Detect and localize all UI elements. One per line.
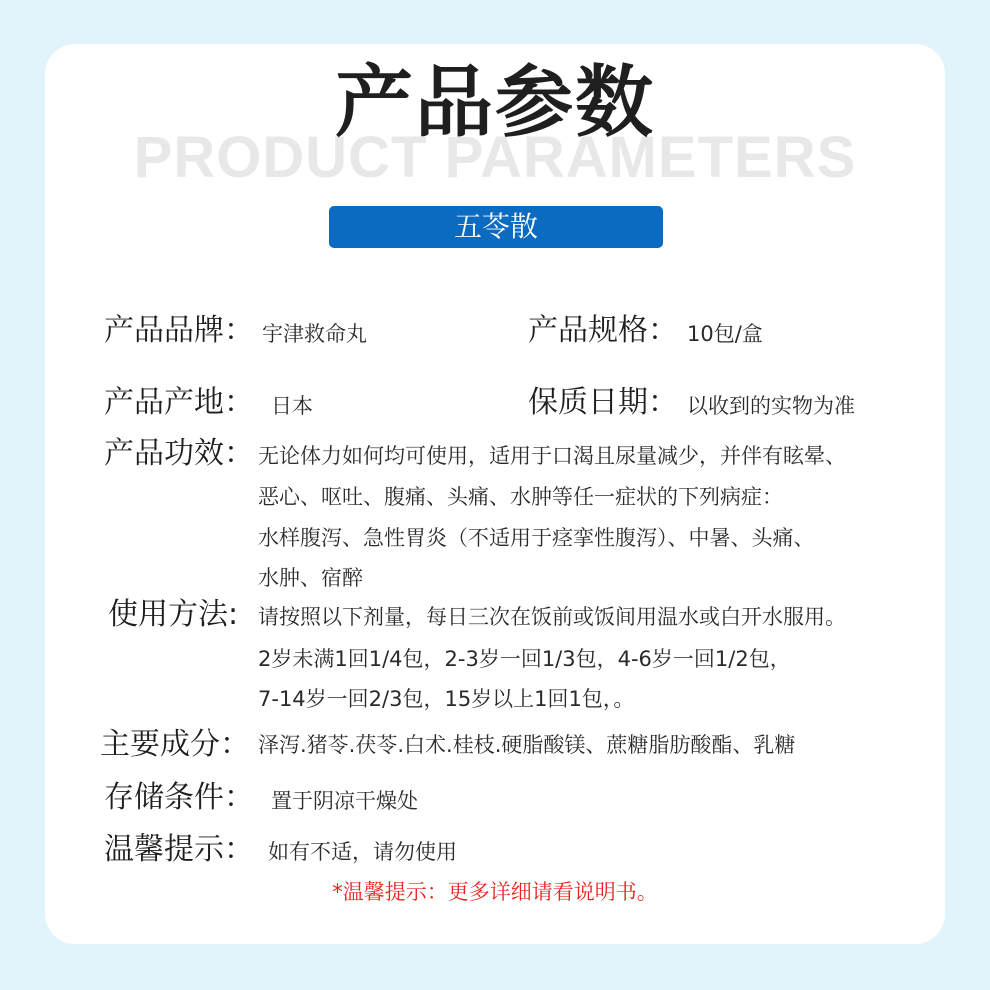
usage-line: 请按照以下剂量，每日三次在饭前或饭间用温水或白开水服用。 — [258, 605, 846, 629]
effect-line: 无论体力如何均可使用，适用于口渴且尿量减少，并伴有眩晕、 — [258, 444, 846, 468]
brand-label: 产品品牌： — [104, 313, 254, 348]
tip-label: 温馨提示： — [104, 832, 254, 867]
ingredients-value: 泽泻.猪苓.茯苓.白术.桂枝.硬脂酸镁、蔗糖脂肪酸酯、乳糖 — [258, 733, 796, 757]
ingredients-label: 主要成分： — [100, 727, 250, 762]
shelf-life-label: 保质日期： — [528, 385, 678, 420]
origin-value: 日本 — [271, 394, 313, 418]
storage-value: 置于阴凉干燥处 — [271, 789, 418, 813]
effect-line: 水样腹泻、急性胃炎（不适用于痉挛性腹泻）、中暑、头痛、 — [258, 526, 815, 550]
effect-line: 水肿、宿醉 — [258, 566, 363, 590]
effect-label: 产品功效： — [104, 436, 254, 471]
tip-value: 如有不适，请勿使用 — [268, 840, 457, 864]
spec-label: 产品规格： — [528, 313, 678, 348]
usage-label: 使用方法: — [108, 597, 239, 632]
usage-line: 2岁未满1回1/4包，2-3岁一回1/3包，4-6岁一回1/2包， — [258, 647, 791, 671]
product-name-badge: 五苓散 — [329, 206, 663, 248]
brand-value: 宇津救命丸 — [262, 322, 367, 346]
footer-warning-note: *温馨提示：更多详细请看说明书。 — [332, 880, 658, 904]
origin-label: 产品产地： — [104, 385, 254, 420]
storage-label: 存储条件： — [104, 780, 254, 815]
subtitle-watermark: PRODUCT PARAMETERS — [133, 125, 857, 190]
usage-line: 7-14岁一回2/3包，15岁以上1回1包，。 — [258, 687, 635, 711]
spec-value: 10包/盒 — [687, 322, 763, 346]
shelf-life-value: 以收到的实物为准 — [687, 394, 855, 418]
page-title: 产品参数 — [334, 58, 655, 148]
effect-line: 恶心、呕吐、腹痛、头痛、水肿等任一症状的下列病症： — [258, 485, 783, 509]
